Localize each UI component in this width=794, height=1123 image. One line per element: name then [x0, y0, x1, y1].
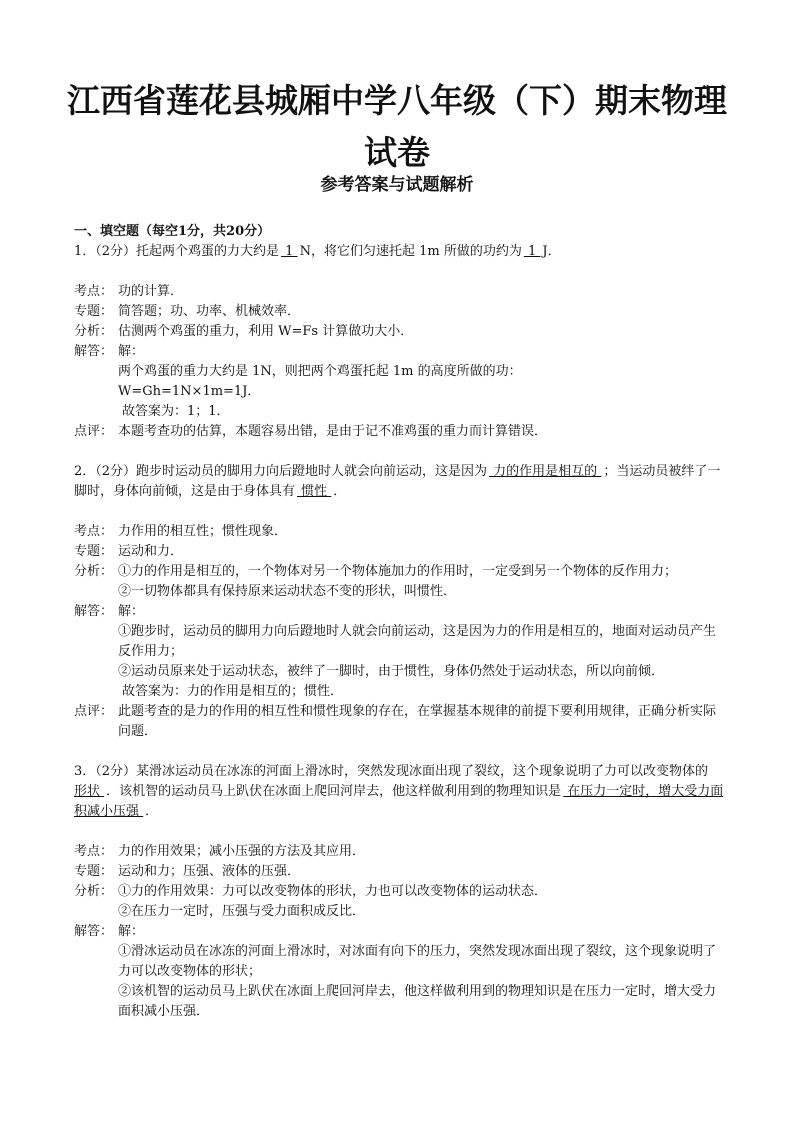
q1-answer-blank-1: 1: [281, 244, 298, 259]
q2-fenxi-text-2: ②一切物体都具有保持原来运动状态不变的形状，叫惯性．: [118, 584, 457, 599]
label-fenxi: 分析：: [74, 324, 114, 339]
label-fenxi: 分析：: [74, 564, 114, 579]
label-zhuanti: 专题：: [74, 864, 114, 879]
q2-answer-line-2: ②运动员原来处于运动状态，被绊了一脚时，由于惯性，身体仍然处于运动状态，所以向前倾．: [118, 664, 665, 679]
q1-text-mid: N，将它们匀速托起 1m 所做的功约为: [299, 244, 522, 259]
q2-zhuanti: [74, 542, 726, 562]
q3-answer-blank-2: 在压力一定时，增大受力面积减小压强: [74, 784, 724, 819]
label-dianping: 点评：: [74, 704, 114, 719]
q3-text-mid: ．该机智的运动员马上趴伏在冰面上爬回河岸去，他这样做利用到的物理知识是: [106, 784, 562, 799]
q2-answer-line-3: 故答案为：力的作用是相互的；惯性．: [122, 684, 344, 699]
q2-jieda: [74, 602, 726, 622]
q3-zhuanti: [74, 862, 726, 882]
q3-zhuanti-text: 运动和力；压强、液体的压强．: [118, 864, 301, 879]
q2-dianping-text: 此题考查的是力的作用的相互性和惯性现象的存在，在掌握基本规律的前提下要利用规律，正确分析实际问题．: [118, 704, 717, 739]
q2-jie: 解：: [118, 604, 145, 619]
q2-answer-blank-2: 惯性: [297, 484, 332, 499]
q3-text-post: ．: [145, 804, 159, 819]
q2-answer-blank-1: 力的作用是相互的: [489, 464, 602, 479]
question-1: [74, 242, 726, 262]
label-fenxi: 分析：: [74, 884, 114, 899]
q1-fenxi: [74, 322, 726, 342]
q1-text-pre: 1．（2分）托起两个鸡蛋的力大约是: [74, 244, 280, 259]
q1-kaodian-text: 功的计算．: [118, 284, 184, 299]
q2-text-post: ．: [333, 484, 347, 499]
q3-kaodian-text: 力的作用效果；减小压强的方法及其应用．: [118, 844, 366, 859]
q2-answer-line-1: ①跑步时，运动员的脚用力向后蹬地时人就会向前运动，这是因为力的作用是相互的，地面对运动员产生反作用力；: [118, 624, 717, 659]
question-3: [74, 762, 726, 822]
q1-fenxi-text: 估测两个鸡蛋的重力，利用 W=Fs 计算做功大小．: [118, 324, 414, 339]
q1-zhuanti-text: 简答题；功、功率、机械效率．: [118, 304, 301, 319]
q1-answer-line-3: 故答案为：1；1．: [122, 404, 230, 419]
q3-fenxi-text-1: ①力的作用效果：力可以改变物体的形状，力也可以改变物体的运动状态．: [118, 884, 548, 899]
label-zhuanti: 专题：: [74, 304, 114, 319]
q1-answer-line-1: 两个鸡蛋的重力大约是 1N，则把两个鸡蛋托起 1m 的高度所做的功：: [118, 364, 522, 379]
title-line-2: 试卷: [364, 133, 430, 172]
q3-answer-blank-1: 形状: [74, 784, 105, 799]
q1-dianping: [74, 422, 726, 442]
q3-answer-line-1: ①滑冰运动员在冰冻的河面上滑冰时，对冰面有向下的压力，突然发现冰面出现了裂纹，这个现象说明了力可以改变物体的形状；: [118, 944, 717, 979]
section-heading: 一、填空题（每空1分，共20分）: [74, 224, 271, 239]
q1-zhuanti: [74, 302, 726, 322]
label-jieda: 解答：: [74, 344, 114, 359]
title-line-1: 江西省莲花县城厢中学八年级（下）期末物理: [67, 81, 727, 120]
q2-zhuanti-text: 运动和力．: [118, 544, 184, 559]
label-jieda: 解答：: [74, 604, 114, 619]
q3-answer-line-2: ②该机智的运动员马上趴伏在冰面上爬回河岸去，他这样做利用到的物理知识是在压力一定时，增大受力面积减小压强．: [118, 984, 717, 1019]
label-kaodian: 考点：: [74, 524, 114, 539]
q1-dianping-text: 本题考查功的估算，本题容易出错，是由于记不准鸡蛋的重力而计算错误．: [118, 424, 548, 439]
subtitle: 参考答案与试题解析: [320, 175, 474, 195]
q1-jieda: [74, 342, 726, 362]
q3-text-pre: 3．（2分）某滑冰运动员在冰冻的河面上滑冰时，突然发现冰面出现了裂纹，这个现象说明了力可以改变物体的: [74, 764, 709, 779]
q2-dianping: [74, 702, 726, 742]
q1-jie: 解：: [118, 344, 145, 359]
label-kaodian: 考点：: [74, 284, 114, 299]
q2-text-pre: 2．（2分）跑步时运动员的脚用力向后蹬地时人就会向前运动，这是因为: [74, 464, 488, 479]
q3-jie: 解：: [118, 924, 145, 939]
q2-kaodian: [74, 522, 726, 542]
label-zhuanti: 专题：: [74, 544, 114, 559]
q2-fenxi: [74, 562, 726, 582]
question-2: [74, 462, 726, 502]
label-dianping: 点评：: [74, 424, 114, 439]
q1-text-post: J．: [542, 244, 561, 259]
q3-fenxi-text-2: ②在压力一定时，压强与受力面积成反比．: [118, 904, 366, 919]
q2-fenxi-text-1: ①力的作用是相互的，一个物体对另一个物体施加力的作用时，一定受到另一个物体的反作用力；: [118, 564, 678, 579]
q3-fenxi: [74, 882, 726, 902]
q2-kaodian-text: 力作用的相互性；惯性现象．: [118, 524, 288, 539]
q1-answer-line-2: W=Gh=1N×1m=1J．: [118, 384, 261, 399]
q2-text-mid: ；当运动员被绊了一脚时，身体向前倾，这是由于身体具有: [74, 464, 721, 499]
label-jieda: 解答：: [74, 924, 114, 939]
q3-kaodian: [74, 842, 726, 862]
q1-answer-blank-2: 1: [523, 244, 541, 259]
label-kaodian: 考点：: [74, 844, 114, 859]
q1-kaodian: [74, 282, 726, 302]
page-title: [0, 75, 794, 179]
document-body: [74, 222, 726, 1022]
q3-jieda: [74, 922, 726, 942]
